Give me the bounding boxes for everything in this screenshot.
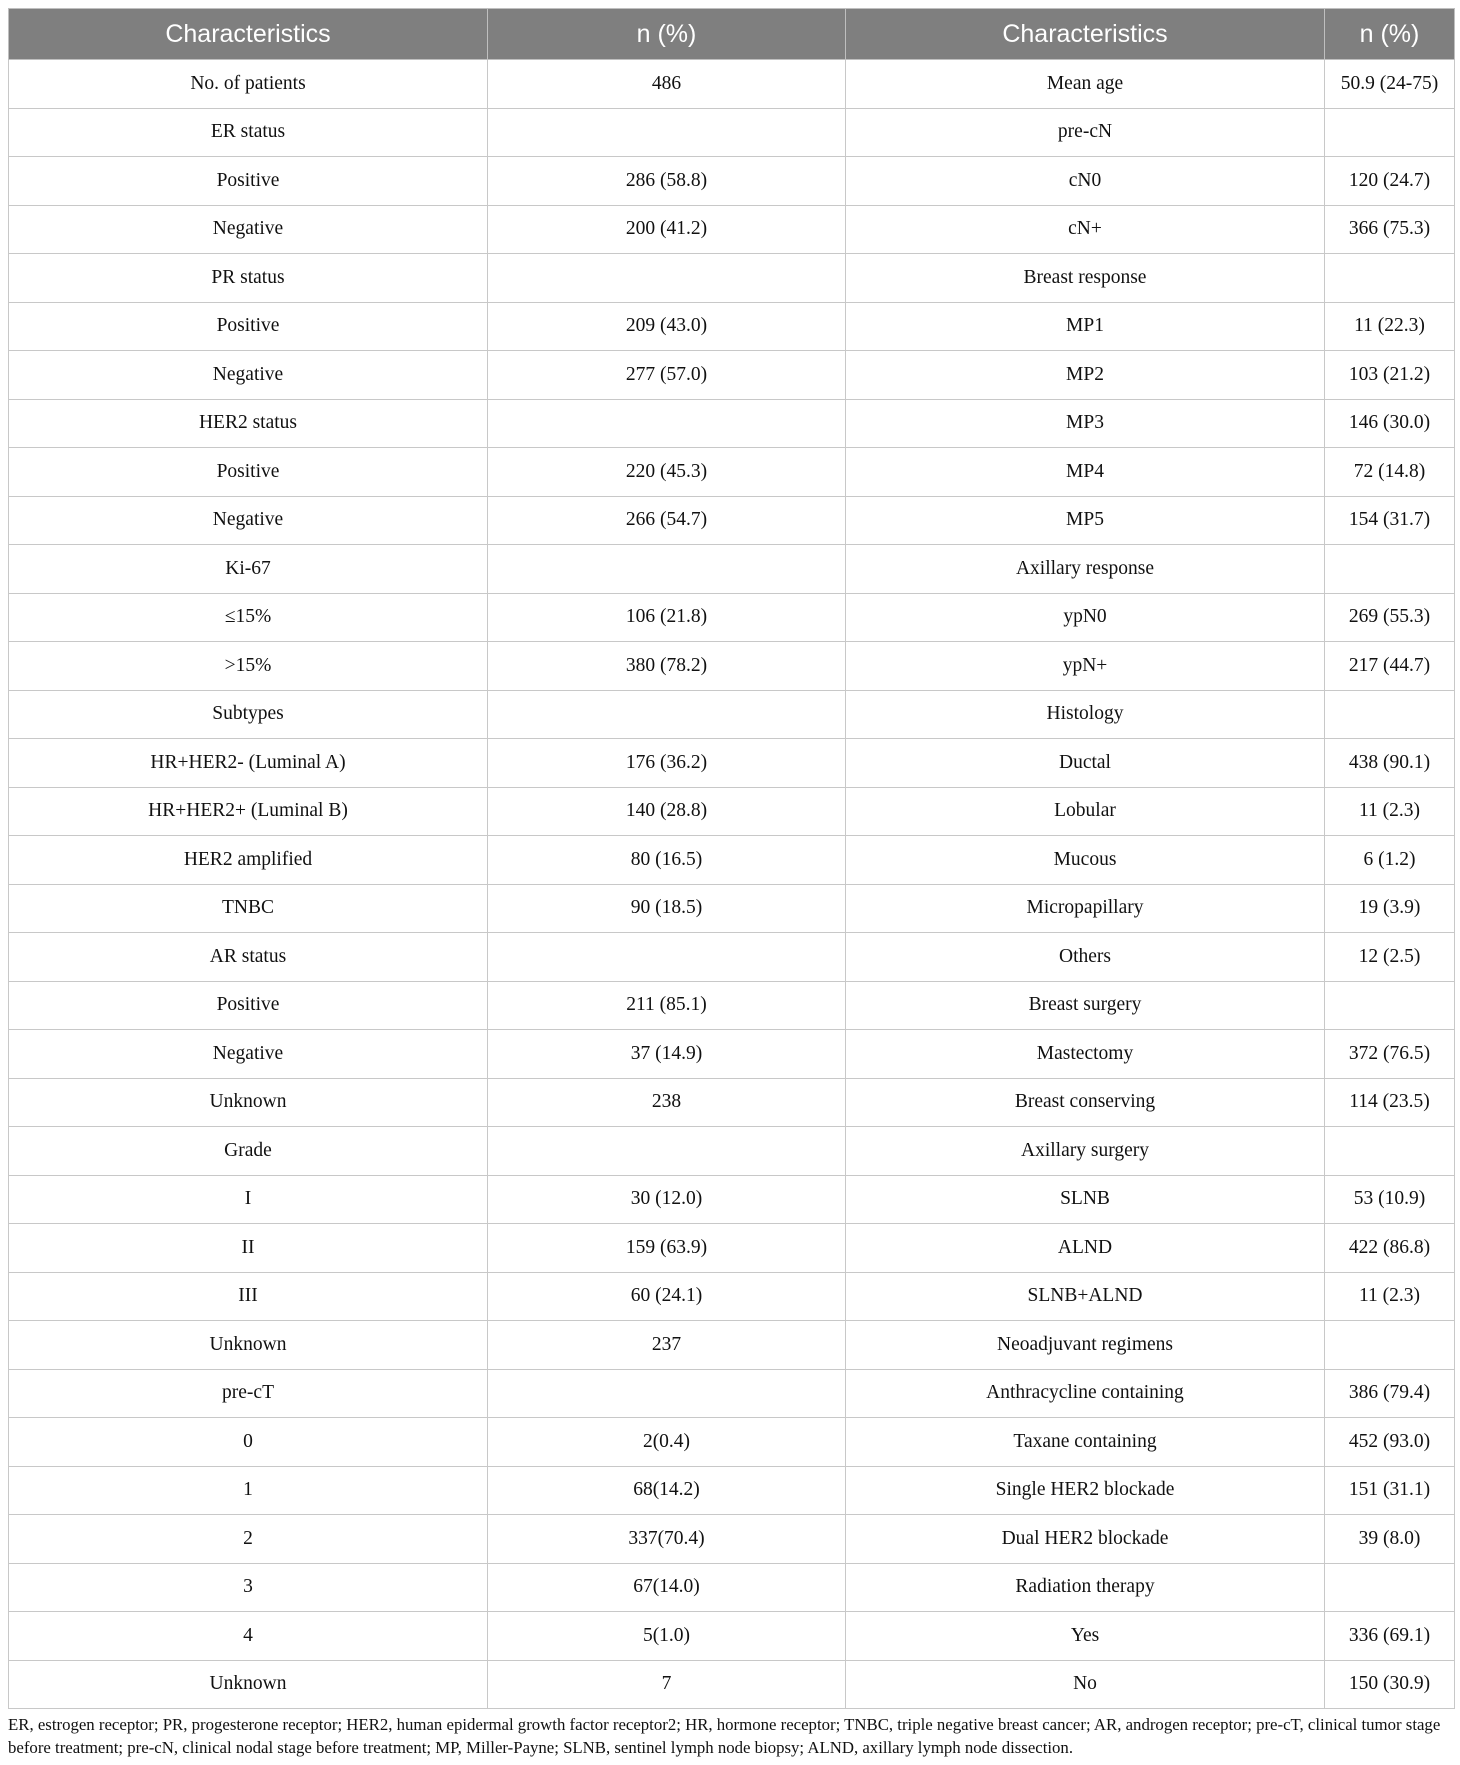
characteristic-left-cell: ≤15% bbox=[9, 593, 488, 642]
characteristic-right-cell: MP1 bbox=[846, 302, 1325, 351]
table-row bbox=[9, 593, 1455, 642]
value-right-cell: 151 (31.1) bbox=[1325, 1466, 1455, 1515]
characteristic-left-cell: II bbox=[9, 1224, 488, 1273]
characteristic-left-cell: No. of patients bbox=[9, 60, 488, 109]
value-left-cell: 200 (41.2) bbox=[488, 205, 846, 254]
characteristic-right-cell: Others bbox=[846, 933, 1325, 982]
characteristic-right-cell: Micropapillary bbox=[846, 884, 1325, 933]
characteristic-right-cell: MP5 bbox=[846, 496, 1325, 545]
characteristic-right-cell: ypN0 bbox=[846, 593, 1325, 642]
value-right-cell: 11 (2.3) bbox=[1325, 1272, 1455, 1321]
table-row bbox=[9, 1466, 1455, 1515]
header-n-percent-left: n (%) bbox=[488, 9, 846, 60]
characteristic-left-cell: HER2 amplified bbox=[9, 836, 488, 885]
value-right-cell: 12 (2.5) bbox=[1325, 933, 1455, 982]
characteristic-right-cell: Mean age bbox=[846, 60, 1325, 109]
characteristic-right-cell: No bbox=[846, 1660, 1325, 1709]
value-left-cell: 220 (45.3) bbox=[488, 448, 846, 497]
characteristic-left-cell: Positive bbox=[9, 448, 488, 497]
value-right-cell: 11 (22.3) bbox=[1325, 302, 1455, 351]
table-container bbox=[8, 8, 1454, 1759]
value-right-cell bbox=[1325, 254, 1455, 303]
value-left-cell bbox=[488, 933, 846, 982]
value-right-cell: 366 (75.3) bbox=[1325, 205, 1455, 254]
value-left-cell: 80 (16.5) bbox=[488, 836, 846, 885]
value-left-cell: 60 (24.1) bbox=[488, 1272, 846, 1321]
characteristic-left-cell: 2 bbox=[9, 1515, 488, 1564]
characteristic-right-cell: Dual HER2 blockade bbox=[846, 1515, 1325, 1564]
header-characteristics-left: Characteristics bbox=[9, 9, 488, 60]
characteristic-left-cell: HR+HER2+ (Luminal B) bbox=[9, 787, 488, 836]
characteristic-left-cell: HER2 status bbox=[9, 399, 488, 448]
value-left-cell: 68(14.2) bbox=[488, 1466, 846, 1515]
table-row bbox=[9, 1078, 1455, 1127]
table-row bbox=[9, 981, 1455, 1030]
characteristic-left-cell: 4 bbox=[9, 1612, 488, 1661]
characteristic-right-cell: pre-cN bbox=[846, 108, 1325, 157]
value-right-cell bbox=[1325, 1321, 1455, 1370]
characteristic-left-cell: III bbox=[9, 1272, 488, 1321]
characteristic-right-cell: Single HER2 blockade bbox=[846, 1466, 1325, 1515]
value-left-cell: 140 (28.8) bbox=[488, 787, 846, 836]
characteristic-left-cell: 0 bbox=[9, 1418, 488, 1467]
value-right-cell: 372 (76.5) bbox=[1325, 1030, 1455, 1079]
value-right-cell: 103 (21.2) bbox=[1325, 351, 1455, 400]
characteristic-left-cell: Negative bbox=[9, 351, 488, 400]
characteristic-left-cell: Ki-67 bbox=[9, 545, 488, 594]
table-row bbox=[9, 787, 1455, 836]
table-row bbox=[9, 351, 1455, 400]
value-right-cell: 438 (90.1) bbox=[1325, 739, 1455, 788]
table-row bbox=[9, 1563, 1455, 1612]
table-row bbox=[9, 1224, 1455, 1273]
characteristic-right-cell: ALND bbox=[846, 1224, 1325, 1273]
characteristic-right-cell: cN0 bbox=[846, 157, 1325, 206]
characteristic-right-cell: Mastectomy bbox=[846, 1030, 1325, 1079]
table-row bbox=[9, 60, 1455, 109]
characteristic-left-cell: Unknown bbox=[9, 1321, 488, 1370]
header-row bbox=[9, 9, 1455, 60]
table-row bbox=[9, 1369, 1455, 1418]
value-left-cell: 237 bbox=[488, 1321, 846, 1370]
characteristic-right-cell: Lobular bbox=[846, 787, 1325, 836]
value-left-cell bbox=[488, 1127, 846, 1176]
characteristic-left-cell: 1 bbox=[9, 1466, 488, 1515]
value-right-cell: 114 (23.5) bbox=[1325, 1078, 1455, 1127]
table-row bbox=[9, 157, 1455, 206]
characteristic-right-cell: Histology bbox=[846, 690, 1325, 739]
value-left-cell: 286 (58.8) bbox=[488, 157, 846, 206]
characteristic-left-cell: Negative bbox=[9, 496, 488, 545]
value-left-cell: 67(14.0) bbox=[488, 1563, 846, 1612]
value-left-cell bbox=[488, 399, 846, 448]
characteristic-left-cell: HR+HER2- (Luminal A) bbox=[9, 739, 488, 788]
table-footnote: ER, estrogen receptor; PR, progesterone receptor; HER2, human epidermal growth factor receptor2; HR, hormone receptor; TNBC, triple negative breast cancer; AR, androgen receptor; pre-cT, clinical tumor stage before treatment; pre-cN, clinical nodal stage before treatment; MP, Miller-Payne; SLNB, sentinel lymph node biopsy; ALND, axillary lymph node dissection. bbox=[8, 1715, 1441, 1757]
value-left-cell: 209 (43.0) bbox=[488, 302, 846, 351]
table-row bbox=[9, 108, 1455, 157]
value-right-cell: 50.9 (24-75) bbox=[1325, 60, 1455, 109]
table-row bbox=[9, 739, 1455, 788]
value-left-cell: 277 (57.0) bbox=[488, 351, 846, 400]
value-right-cell: 336 (69.1) bbox=[1325, 1612, 1455, 1661]
value-right-cell: 422 (86.8) bbox=[1325, 1224, 1455, 1273]
value-right-cell: 154 (31.7) bbox=[1325, 496, 1455, 545]
value-right-cell: 269 (55.3) bbox=[1325, 593, 1455, 642]
value-right-cell: 19 (3.9) bbox=[1325, 884, 1455, 933]
characteristic-left-cell: Grade bbox=[9, 1127, 488, 1176]
characteristic-right-cell: MP3 bbox=[846, 399, 1325, 448]
table-row bbox=[9, 545, 1455, 594]
value-left-cell bbox=[488, 690, 846, 739]
header-characteristics-right: Characteristics bbox=[846, 9, 1325, 60]
characteristic-left-cell: 3 bbox=[9, 1563, 488, 1612]
value-right-cell: 452 (93.0) bbox=[1325, 1418, 1455, 1467]
value-right-cell: 120 (24.7) bbox=[1325, 157, 1455, 206]
value-left-cell bbox=[488, 108, 846, 157]
table-row bbox=[9, 836, 1455, 885]
value-left-cell: 30 (12.0) bbox=[488, 1175, 846, 1224]
characteristic-right-cell: Mucous bbox=[846, 836, 1325, 885]
table-row bbox=[9, 1272, 1455, 1321]
value-right-cell: 53 (10.9) bbox=[1325, 1175, 1455, 1224]
characteristic-right-cell: Axillary response bbox=[846, 545, 1325, 594]
characteristic-right-cell: Anthracycline containing bbox=[846, 1369, 1325, 1418]
value-left-cell: 106 (21.8) bbox=[488, 593, 846, 642]
characteristic-right-cell: Taxane containing bbox=[846, 1418, 1325, 1467]
value-right-cell: 386 (79.4) bbox=[1325, 1369, 1455, 1418]
characteristic-left-cell: Negative bbox=[9, 1030, 488, 1079]
value-right-cell bbox=[1325, 545, 1455, 594]
characteristic-left-cell: >15% bbox=[9, 642, 488, 691]
value-left-cell: 7 bbox=[488, 1660, 846, 1709]
characteristic-left-cell: Subtypes bbox=[9, 690, 488, 739]
characteristic-right-cell: MP2 bbox=[846, 351, 1325, 400]
value-right-cell: 39 (8.0) bbox=[1325, 1515, 1455, 1564]
characteristic-right-cell: Radiation therapy bbox=[846, 1563, 1325, 1612]
value-left-cell: 486 bbox=[488, 60, 846, 109]
table-row bbox=[9, 1660, 1455, 1709]
characteristic-left-cell: Positive bbox=[9, 302, 488, 351]
value-left-cell: 176 (36.2) bbox=[488, 739, 846, 788]
characteristic-left-cell: ER status bbox=[9, 108, 488, 157]
value-left-cell: 5(1.0) bbox=[488, 1612, 846, 1661]
value-right-cell: 72 (14.8) bbox=[1325, 448, 1455, 497]
table-row bbox=[9, 1175, 1455, 1224]
characteristic-left-cell: Negative bbox=[9, 205, 488, 254]
characteristics-table bbox=[8, 8, 1455, 1709]
characteristic-right-cell: ypN+ bbox=[846, 642, 1325, 691]
characteristic-left-cell: I bbox=[9, 1175, 488, 1224]
characteristic-right-cell: MP4 bbox=[846, 448, 1325, 497]
value-left-cell: 2(0.4) bbox=[488, 1418, 846, 1467]
table-row bbox=[9, 399, 1455, 448]
table-row bbox=[9, 1418, 1455, 1467]
table-row bbox=[9, 496, 1455, 545]
value-left-cell bbox=[488, 1369, 846, 1418]
table-row bbox=[9, 302, 1455, 351]
table-row bbox=[9, 884, 1455, 933]
value-left-cell: 159 (63.9) bbox=[488, 1224, 846, 1273]
header-n-percent-right: n (%) bbox=[1325, 9, 1455, 60]
value-left-cell: 37 (14.9) bbox=[488, 1030, 846, 1079]
characteristic-right-cell: SLNB bbox=[846, 1175, 1325, 1224]
value-left-cell: 337(70.4) bbox=[488, 1515, 846, 1564]
table-row bbox=[9, 254, 1455, 303]
value-left-cell bbox=[488, 254, 846, 303]
value-right-cell: 11 (2.3) bbox=[1325, 787, 1455, 836]
value-right-cell bbox=[1325, 1563, 1455, 1612]
characteristic-right-cell: Breast conserving bbox=[846, 1078, 1325, 1127]
table-row bbox=[9, 642, 1455, 691]
table-row bbox=[9, 933, 1455, 982]
value-right-cell: 6 (1.2) bbox=[1325, 836, 1455, 885]
characteristic-right-cell: Yes bbox=[846, 1612, 1325, 1661]
table-row bbox=[9, 690, 1455, 739]
table-row bbox=[9, 448, 1455, 497]
value-left-cell: 266 (54.7) bbox=[488, 496, 846, 545]
characteristic-left-cell: pre-cT bbox=[9, 1369, 488, 1418]
table-row bbox=[9, 205, 1455, 254]
characteristic-right-cell: cN+ bbox=[846, 205, 1325, 254]
characteristic-left-cell: Positive bbox=[9, 981, 488, 1030]
value-right-cell bbox=[1325, 690, 1455, 739]
value-right-cell: 146 (30.0) bbox=[1325, 399, 1455, 448]
value-right-cell bbox=[1325, 1127, 1455, 1176]
value-right-cell: 217 (44.7) bbox=[1325, 642, 1455, 691]
value-right-cell bbox=[1325, 981, 1455, 1030]
table-row bbox=[9, 1030, 1455, 1079]
characteristic-left-cell: PR status bbox=[9, 254, 488, 303]
characteristic-left-cell: Unknown bbox=[9, 1078, 488, 1127]
characteristic-right-cell: SLNB+ALND bbox=[846, 1272, 1325, 1321]
characteristic-right-cell: Axillary surgery bbox=[846, 1127, 1325, 1176]
table-row bbox=[9, 1612, 1455, 1661]
characteristic-left-cell: TNBC bbox=[9, 884, 488, 933]
table-row bbox=[9, 1515, 1455, 1564]
value-right-cell bbox=[1325, 108, 1455, 157]
characteristic-right-cell: Neoadjuvant regimens bbox=[846, 1321, 1325, 1370]
characteristic-right-cell: Breast response bbox=[846, 254, 1325, 303]
value-left-cell: 211 (85.1) bbox=[488, 981, 846, 1030]
characteristic-left-cell: Positive bbox=[9, 157, 488, 206]
value-left-cell bbox=[488, 545, 846, 594]
characteristic-left-cell: Unknown bbox=[9, 1660, 488, 1709]
table-row bbox=[9, 1127, 1455, 1176]
table-body bbox=[9, 60, 1455, 1709]
characteristic-right-cell: Breast surgery bbox=[846, 981, 1325, 1030]
characteristic-left-cell: AR status bbox=[9, 933, 488, 982]
value-left-cell: 238 bbox=[488, 1078, 846, 1127]
value-left-cell: 380 (78.2) bbox=[488, 642, 846, 691]
value-right-cell: 150 (30.9) bbox=[1325, 1660, 1455, 1709]
table-row bbox=[9, 1321, 1455, 1370]
characteristic-right-cell: Ductal bbox=[846, 739, 1325, 788]
value-left-cell: 90 (18.5) bbox=[488, 884, 846, 933]
